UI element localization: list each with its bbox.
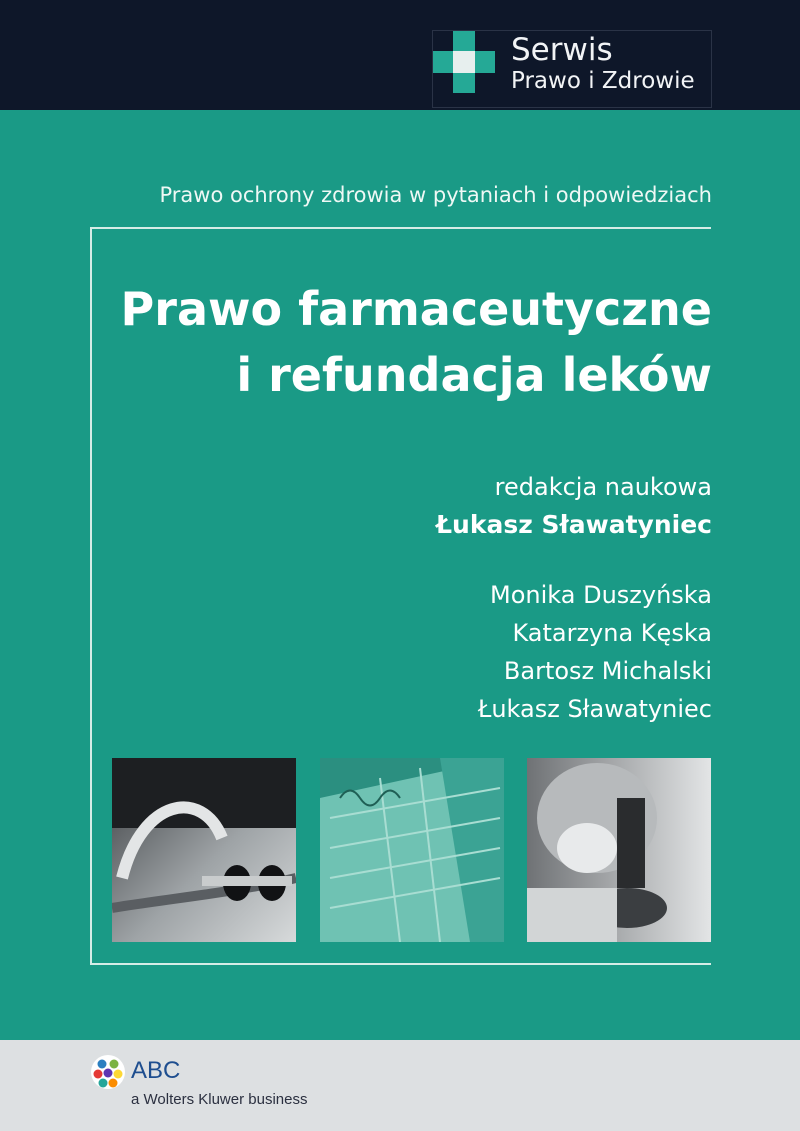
microscope-photo — [527, 758, 711, 942]
footer — [0, 1040, 800, 1131]
plus-cross-icon — [433, 31, 495, 93]
author-list — [478, 576, 712, 728]
book-title-line-1: Prawo farmaceutyczne — [120, 282, 712, 336]
brand-line-2: Prawo i Zdrowie — [511, 68, 695, 94]
top-bar — [0, 0, 800, 110]
wolters-kluwer-logo-icon — [90, 1054, 126, 1090]
author-name: Katarzyna Kęska — [512, 619, 712, 647]
series-title: Prawo ochrony zdrowia w pytaniach i odpowiedziach — [159, 183, 712, 207]
stethoscope-photo — [112, 758, 296, 942]
book-title — [121, 276, 712, 408]
editor-label: redakcja naukowa — [494, 473, 712, 501]
editor-name: Łukasz Sławatyniec — [436, 510, 712, 539]
book-title-line-2: i refundacja leków — [236, 348, 712, 402]
publisher-tagline: a Wolters Kluwer business — [131, 1091, 308, 1108]
author-name: Łukasz Sławatyniec — [477, 695, 712, 723]
brand-line-1: Serwis — [511, 32, 613, 68]
brand-logo — [432, 30, 712, 108]
author-name: Monika Duszyńska — [490, 581, 712, 609]
publisher-name: ABC — [131, 1057, 181, 1084]
author-name: Bartosz Michalski — [503, 657, 712, 685]
prescription-photo — [320, 758, 504, 942]
